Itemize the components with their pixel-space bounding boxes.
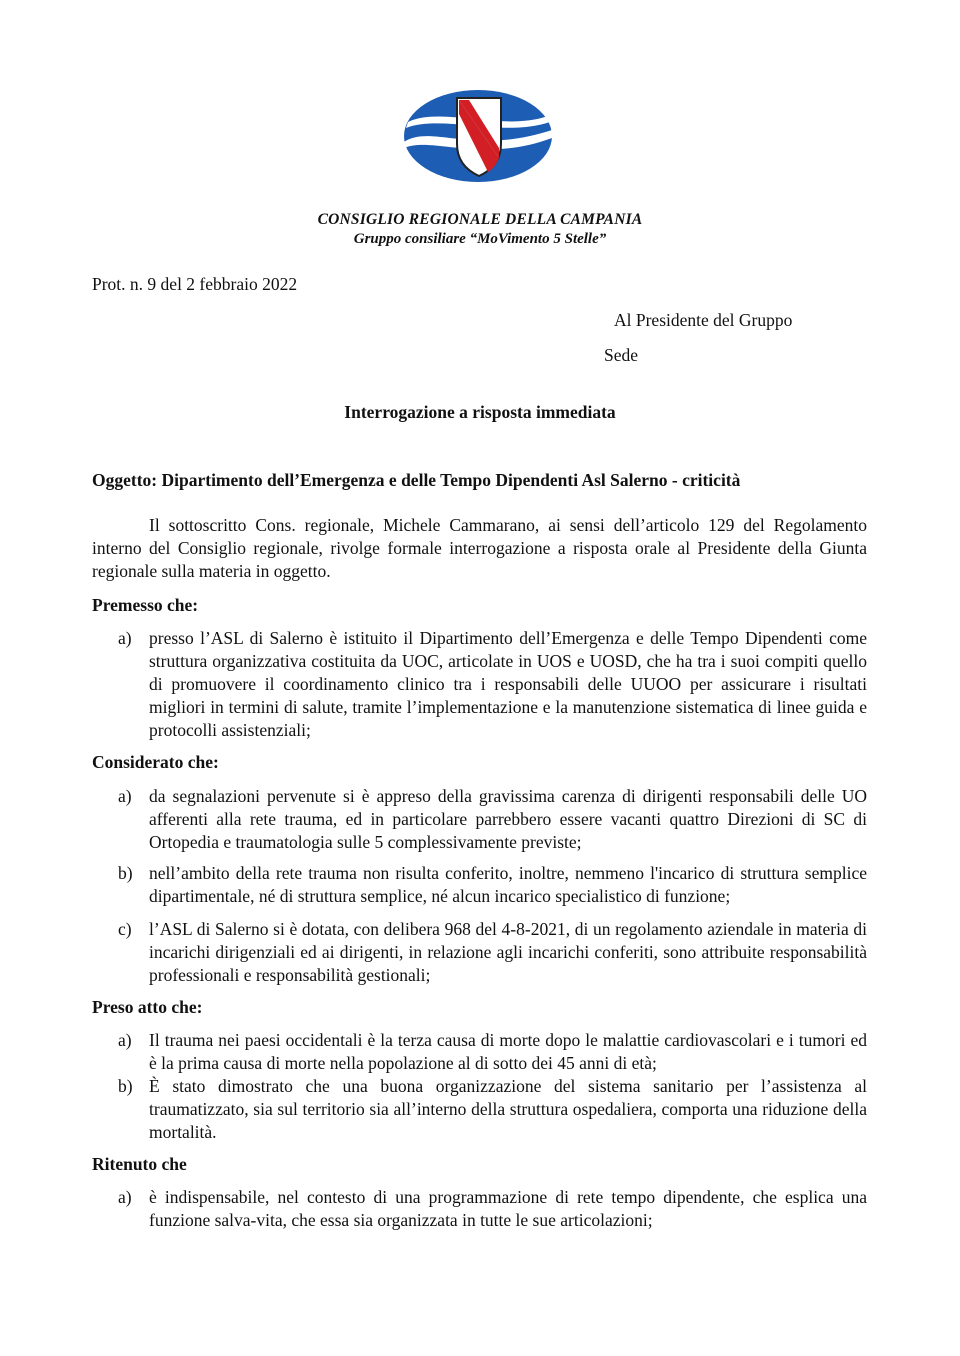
recipient-line-1: Al Presidente del Gruppo: [614, 310, 793, 330]
recipient-line-2: Sede: [604, 345, 639, 365]
group-name: Gruppo consiliare “MoVimento 5 Stelle”: [353, 231, 607, 247]
list-item-text: Il trauma nei paesi occidentali è la terza causa di morte dopo le malattie cardiovascolari e i tumori ed è la prima causa di morte nella popolazione al di sotto dei 45 anni di età;: [149, 1030, 867, 1073]
intro-paragraph: Il sottoscritto Cons. regionale, Michele Cammarano, ai sensi dell’articolo 129 del Regolamento interno del Consiglio regionale, rivolge formale interrogazione a risposta orale al Presidente della Giunta regionale sulla materia in oggetto.: [92, 515, 867, 581]
section-heading-preso-atto: Preso atto che:: [92, 997, 203, 1017]
subject-line: Oggetto: Dipartimento dell’Emergenza e delle Tempo Dipendenti Asl Salerno - criticità: [92, 470, 741, 490]
list-item-letter: a): [118, 1187, 132, 1207]
regione-campania-logo: [402, 86, 554, 186]
section-heading-considerato: Considerato che:: [92, 752, 219, 772]
council-name: CONSIGLIO REGIONALE DELLA CAMPANIA: [317, 211, 643, 228]
list-item: [118, 862, 867, 908]
list-item: [118, 1029, 867, 1075]
document-title: Interrogazione a risposta immediata: [344, 402, 616, 422]
list-item-letter: a): [118, 786, 132, 806]
list-item-text: È stato dimostrato che una buona organizzazione del sistema sanitario per l’assistenza al traumatizzato, sia sul territorio sia all’interno della struttura ospedaliera, comporta una riduzione della mortalità.: [149, 1076, 867, 1142]
section-heading-ritenuto: Ritenuto che: [92, 1154, 187, 1174]
list-item-letter: c): [118, 919, 132, 939]
list-item-text: è indispensabile, nel contesto di una programmazione di rete tempo dipendente, che esplica una funzione salva-vita, che essa sia organizzata in tutte le sue articolazioni;: [149, 1187, 867, 1230]
list-item: [118, 785, 867, 854]
list-item: [118, 627, 867, 742]
list-item-text: l’ASL di Salerno si è dotata, con delibera 968 del 4-8-2021, di un regolamento aziendale in materia di incarichi dirigenziali ed ai dirigenti, in relazione agli incarichi conferiti, sono attribuite responsabilità professionali e responsabilità gestionali;: [149, 919, 867, 985]
list-item: [118, 1186, 867, 1232]
list-item: [118, 1075, 867, 1144]
list-item: [118, 918, 867, 987]
list-item-text: presso l’ASL di Salerno è istituito il Dipartimento dell’Emergenza e delle Tempo Dipendenti come struttura organizzativa costituita da UOC, articolate in UOS e UOSD, che ha tra i suoi compiti quello di promuovere il coordinamento clinico tra i responsabili delle UUOO per assicurare i risultati migliori in termini di salute, tramite l’implementazione e la manutenzione sistematica di linee guida e protocolli assistenziali;: [149, 628, 867, 740]
protocol-number: Prot. n. 9 del 2 febbraio 2022: [92, 274, 298, 294]
list-item-letter: b): [118, 863, 133, 883]
list-item-letter: a): [118, 628, 132, 648]
list-item-text: da segnalazioni pervenute si è appreso della gravissima carenza di dirigenti responsabili delle UO afferenti alla rete trauma, ed in particolare parrebbero essere vacanti quattro Direzioni di SC di Ortopedia e traumatologia sulle 5 complessivamente previste;: [149, 786, 867, 852]
list-item-text: nell’ambito della rete trauma non risulta conferito, inoltre, nemmeno l'incarico di struttura semplice dipartimentale, né di struttura semplice, né alcun incarico specialistico di funzione;: [149, 863, 867, 906]
list-item-letter: b): [118, 1076, 133, 1096]
section-heading-premesso: Premesso che:: [92, 595, 199, 615]
list-item-letter: a): [118, 1030, 132, 1050]
